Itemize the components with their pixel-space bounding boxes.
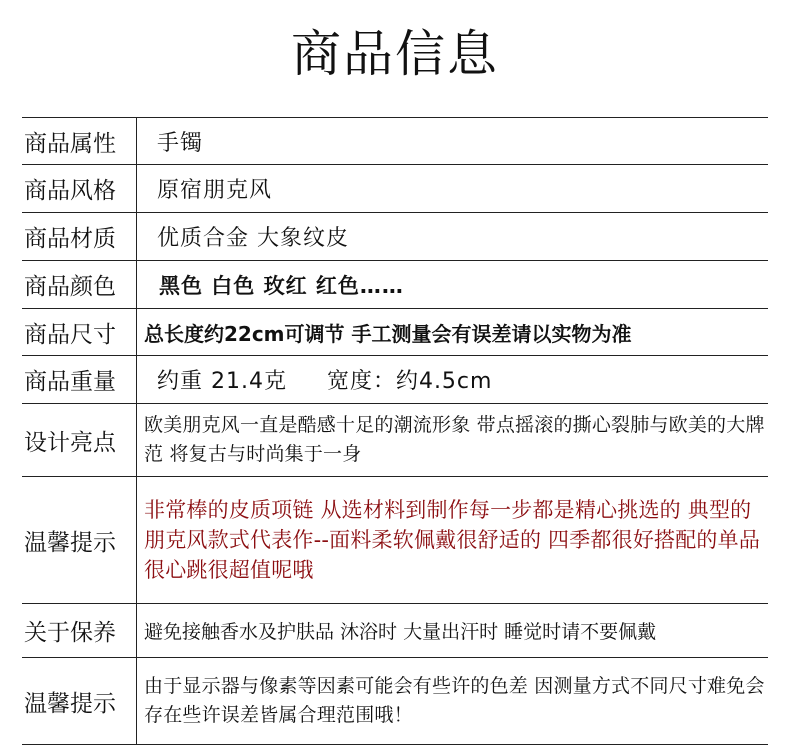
row-label: 关于保养	[22, 604, 137, 657]
table-row-material	[22, 213, 768, 261]
table-row-notice-2	[22, 658, 768, 745]
product-info-table	[22, 117, 768, 745]
row-label: 设计亮点	[22, 404, 137, 476]
table-row-style	[22, 165, 768, 213]
row-value: 优质合金 大象纹皮	[157, 226, 349, 251]
table-row-care	[22, 604, 768, 658]
row-value: 欧美朋克风一直是酷感十足的潮流形象 带点摇滚的撕心裂肺与欧美的大牌范 将复古与时尚集于一身	[144, 414, 765, 465]
row-value: 约重 21.4克 宽度：约4.5cm	[157, 369, 493, 394]
row-value-highlight: 非常棒的皮质项链 从选材料到制作每一步都是精心挑选的 典型的朋克风款式代表作--面料柔软佩戴很舒适的 四季都很好搭配的单品 很心跳很超值呢哦	[144, 498, 761, 582]
table-row-weight	[22, 356, 768, 404]
row-label: 温馨提示	[22, 477, 137, 603]
row-value: 由于显示器与像素等因素可能会有些许的色差 因测量方式不同尺寸难免会存在些许误差皆属合理范围哦！	[144, 675, 765, 726]
table-row-design-highlight	[22, 404, 768, 477]
row-value: 避免接触香水及护肤品 沐浴时 大量出汗时 睡觉时请不要佩戴	[144, 621, 657, 643]
row-label: 商品重量	[22, 356, 137, 403]
table-row-color	[22, 261, 768, 309]
row-value: 黑色 白色 玫红 红色……	[159, 273, 404, 298]
table-row-attribute	[22, 117, 768, 165]
row-value: 总长度约22cm可调节 手工测量会有误差请以实物为准	[144, 321, 632, 346]
row-label: 商品尺寸	[22, 309, 137, 355]
row-label: 温馨提示	[22, 658, 137, 744]
table-row-size	[22, 309, 768, 356]
page-title: 商品信息	[291, 25, 499, 83]
row-value: 手镯	[157, 130, 204, 156]
row-value: 原宿朋克风	[157, 178, 273, 203]
row-label: 商品风格	[22, 165, 137, 212]
row-label: 商品材质	[22, 213, 137, 260]
row-label: 商品属性	[22, 118, 137, 164]
row-label: 商品颜色	[22, 261, 137, 308]
table-row-notice	[22, 477, 768, 604]
